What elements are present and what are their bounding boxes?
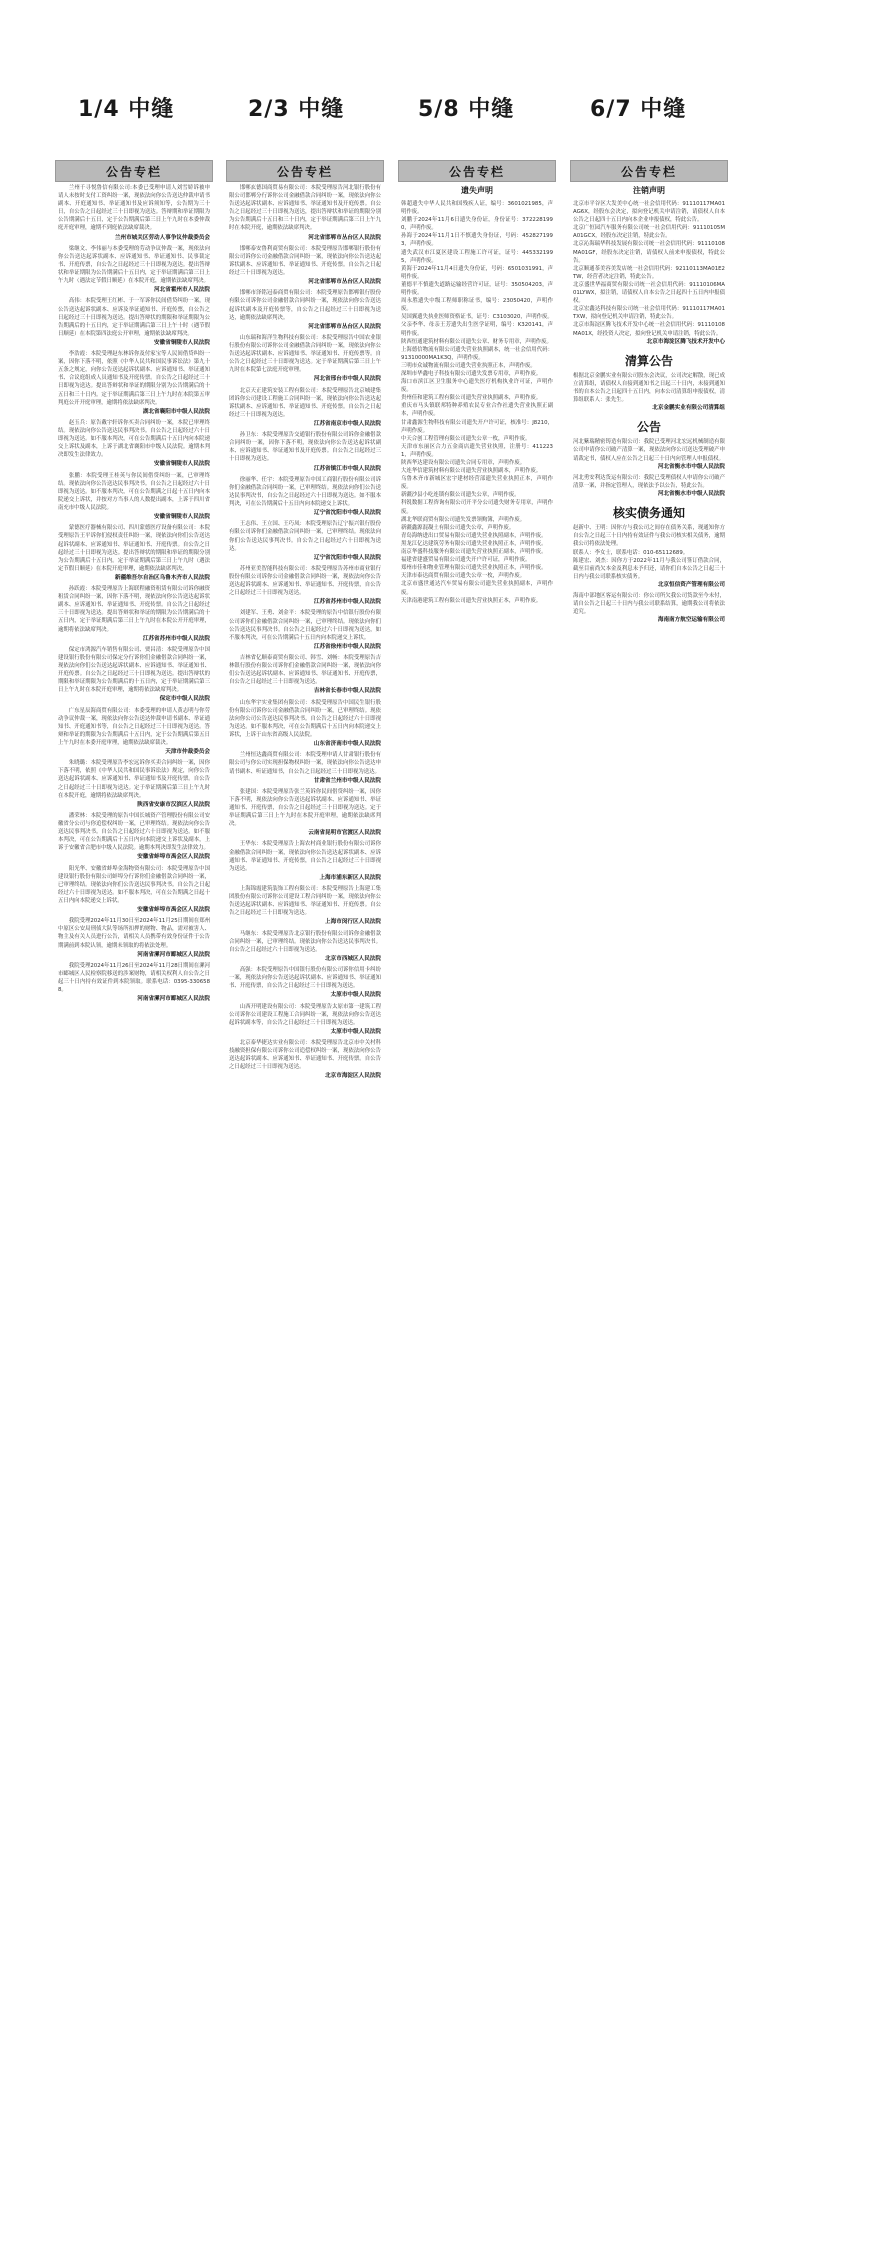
notice-paragraph: 蒙德医疗器械有限公司、四川蒙德医疗设备有限公司：本院受理原告王平诉你们侵权责任纠纷一案，现依法向你们公告送达起诉状副本、应诉通知书、举证通知书、开庭传票。自公告之日起经过三十日即视为送达。提出答辩状的期限和举证的期限分别为公告期满后十五日内。定于举证期满后第三日上午九时（遇法定节假日顺延）在本院开庭审理，逾期依法缺席判决。 <box>58 525 210 572</box>
notice-signature: 河北省邯郸市丛台区人民法院 <box>308 279 381 286</box>
notice-signature: 陕西省安康市汉滨区人民法院 <box>137 801 210 808</box>
notice-signature: 安徽省蚌埠市禹会区人民法院 <box>137 854 210 861</box>
notice-paragraph: 朱晓璐：本院受理原告李宏远诉你买卖合同纠纷一案，因你下落不明，依照《中华人民共和国民事诉讼法》规定，向你公告送达起诉状副本、应诉通知书、举证通知书及开庭传票。自公告之日起经过三十日即视为送达。定于举证期满后第三日上午九时在本院开庭，逾期将依法缺席判决。 <box>58 760 210 799</box>
notice-paragraph: 高伟：本院受理王红彬、于一军诉你民间借贷纠纷一案，现公告送达起诉状副本、应诉及举证通知书、开庭传票，自公告之日起经过三十日即视为送达。提出答辩状的期限和举证期限为公告期满后的十五日内，定于举证期满后第三日上午十时（遇节假日顺延）在本院第四法庭公开审理，逾期依法缺席判决。 <box>58 298 210 337</box>
notice-signature: 安徽省铜陵市人民法院 <box>154 461 210 468</box>
notice-signature: 山东省济南市中级人民法院 <box>313 741 381 748</box>
notice-entry: 北京盛世华福商贸有限公司统一社会信用代码：91110106MA01LYWX，拟注销，请债权人自本公告之日起四十五日内申报债权。 <box>573 281 725 305</box>
col-header-3: 5/8 中缝 <box>418 97 515 122</box>
col-header-4: 6/7 中缝 <box>590 97 687 122</box>
notice-signature: 河北省邯郸市丛台区人民法院 <box>308 323 381 330</box>
notice-entry: 青岛海纳进出口贸易有限公司遗失营业执照副本，声明作废。 <box>401 532 547 539</box>
column-banner: 公告专栏 <box>570 160 728 182</box>
notice-paragraph: 我院受理2024年11月26日至2024年11月28日期间在漯河市郾城区人民检察院移送的涉案财物，请相关权利人自公告之日起三十日内持有效证件到本院领取。联系电话：0395-3306588。 <box>58 962 210 994</box>
notice-entry: 甘肃鑫源生物科技有限公司遗失开户许可证，核准号：J8210，声明作废。 <box>401 419 553 434</box>
notice-entry: 吴国翼遗失执业医师资格证书，证号：C3103020，声明作废。 <box>401 314 553 321</box>
notice-entry: 上海德信物流有限公司遗失营业执照副本，统一社会信用代码：91310000MA1K3Q，声明作废。 <box>401 346 553 361</box>
notice-paragraph: 徐丽华、任宇：本院受理原告中国工商银行股份有限公司诉你们金融借款合同纠纷一案，已审理终结。现依法向你们公告送达民事判决书，自公告之日起经过六十日即视为送达。如不服本判决，可在公告期满后十五日内向本院递交上诉状。 <box>229 476 381 508</box>
notice-entry: 陈建宏、刘杰：因你方于2022年11月与我公司签订借款合同，截至目前尚欠本金及利息未予归还，请你们自本公告之日起三十日内与我公司联系核实债务。 <box>573 557 725 580</box>
notice-paragraph: 张建国：本院受理原告张兰英诉你民间借贷纠纷一案，因你下落不明，现依法向你公告送达起诉状副本、应诉通知书、举证通知书、开庭传票，自公告之日起经过三十日即视为送达。定于举证期满后第三日上午九时在本院开庭审理，逾期依法缺席判决。 <box>229 788 381 828</box>
notice-signature: 江苏省徐州市中级人民法院 <box>313 643 381 650</box>
notice-entry: 河北勇安利达货运有限公司：我院已受理债权人申请你公司破产清算一案，并指定管理人，现依法予以公告，特此公告。 <box>573 474 725 489</box>
notice-entry: 周永胜遗失中级工程师职称证书，编号：23050420，声明作废。 <box>401 298 553 313</box>
notice-entry: 贵州佳和建筑工程有限公司遗失营业执照副本，声明作废。 <box>401 395 542 402</box>
notice-signature: 江苏省镇江市中级人民法院 <box>313 465 381 472</box>
notice-entry: 海口市滨江区卫生服务中心遗失医疗机构执业许可证，声明作废。 <box>401 379 553 394</box>
notice-entry: 陕西恒通建筑材料有限公司遗失公章、财务专用章，声明作废。 <box>401 338 552 345</box>
notice-paragraph: 王志伟、王立国、王巧凤：本院受理原告辽宁振兴银行股份有限公司诉你们金融借款合同纠纷一案，已审理终结。现依法向你们公告送达民事判决书。自公告之日起经过六十日即视为送达。 <box>229 521 381 552</box>
notice-entry: 郑州市佳和物业管理有限公司遗失营业执照正本，声明作废。 <box>401 565 547 572</box>
notice-entry: 赵新中、王明：因你方与我公司之间存在债务关系，现通知你方自公告之日起三十日内持有效证件与我公司核实相关债务，逾期我公司将依法处理。 <box>573 525 725 548</box>
notice-heading: 公告 <box>636 420 661 435</box>
notice-entry: 北京市盛世通达汽车贸易有限公司遗失营业执照副本，声明作废。 <box>401 581 553 596</box>
notice-signature: 安徽省蚌埠市禹会区人民法院 <box>137 907 210 914</box>
notice-signature: 辽宁省沈阳市中级人民法院 <box>313 510 381 517</box>
col-header-2: 2/3 中缝 <box>248 97 345 122</box>
notice-entry: 重庆市马头镇联邦特种养殖农民专业合作社遗失营业执照正副本，声明作废。 <box>401 403 553 418</box>
notice-signature: 太原市中级人民法院 <box>330 1028 381 1035</box>
col-header-1: 1/4 中缝 <box>78 97 175 122</box>
notice-paragraph: 兰州恒达鑫商贸有限公司：本院受理申请人甘肃银行股份有限公司与你公司实现担保物权纠纷一案，现依法向你公告送达申请书副本、听证通知书，自公告之日起经过三十日即视为送达。 <box>229 752 381 775</box>
notice-signature: 新疆维吾尔自治区乌鲁木齐市人民法院 <box>114 574 210 581</box>
notice-heading: 核实债务通知 <box>612 506 685 521</box>
notice-signature: 甘肃省兰州市中级人民法院 <box>313 777 381 784</box>
notice-signature: 江苏省南京市中级人民法院 <box>313 420 381 427</box>
notice-signature: 海南南方航空运输有限公司 <box>657 617 725 624</box>
notice-paragraph: 刘建军、王勇、刘金平：本院受理的原告中信银行股份有限公司诉你们金融借款合同纠纷一案，已审理终结。现依法向你们公告送达民事判决书。自公告之日起经过六十日即视为送达，如不服本判决，可在公告期满后十五日内向本院递交上诉状。 <box>229 610 381 641</box>
notice-paragraph: 邯郸泰安鲁利商贸有限公司：本院受理原告邯郸银行股份有限公司诉你公司金融借款合同纠纷一案，现依法向你公告送达起诉状副本、应诉通知书、举证通知书、开庭传票。自公告之日起经过三十日即视为送达。 <box>229 245 381 277</box>
notice-paragraph: 山东华宇实业集团有限公司：本院受理原告中国民生银行股份有限公司诉你公司金融借款合同纠纷一案，已审理终结。现依法向你公司公告送达民事判决书。自公告之日起经过六十日即视为送达。如不服本判决，可在公告期满后十五日内向本院递交上诉状，上诉于山东省高级人民法院。 <box>229 699 381 739</box>
notice-paragraph: 保定市鸿源汽车销售有限公司、贾昌清：本院受理原告中国建设银行股份有限公司保定分行诉你们金融借款合同纠纷一案，现依法向你们公告送达起诉状副本、应诉通知书、举证通知书、开庭传票。自公告之日起经过三十日即视为送达。提出答辩状的期限和举证期限为公告期满后的十五日内，定于举证期满后第三日上午九时在本院开庭审理，逾期将依法缺席判决。 <box>58 646 210 694</box>
notice-entry: 联系人：李女士，联系电话：010-65112689。 <box>573 549 689 556</box>
column-body <box>570 198 728 630</box>
column-banner: 公告专栏 <box>226 160 384 182</box>
notice-signature: 河南省漯河市郾城区人民法院 <box>137 951 210 958</box>
notice-entry: 黑龙江亿达建筑劳务有限公司遗失营业执照正本，声明作废。 <box>401 540 547 547</box>
notice-signature: 河北省邢台市中级人民法院 <box>313 376 381 383</box>
notice-entry: 新疆沙县小吃连锁有限公司遗失公章，声明作废。 <box>401 492 520 499</box>
notice-paragraph: 梁继文、李伟丽与本委受理的劳动争议仲裁一案，现依法向你公告送达起诉状副本、应诉通知书、举证通知书、民事裁定书、开庭传票，自公告之日起经过三十日即视为送达。提出答辩状和举证期限为公告期满后十五日内，定于举证期满后第三日上午九时（遇法定节假日顺延）在本院开庭，逾期依法缺席判决。 <box>58 245 210 285</box>
notice-signature: 安徽省铜陵市人民法院 <box>154 514 210 521</box>
notice-paragraph: 张鹏：本院受理王桂英与你民间借贷纠纷一案，已审理终结。现依法向你公告送达民事判决书。自公告之日起经过六十日即视为送达。如不服本判决，可在公告期满之日起十五日内向本院递交上诉状，并按对方当事人的人数提出副本，上诉于四川省南充市中级人民法院。 <box>58 472 210 512</box>
notice-paragraph: 邯郸玄德国商贸易有限公司：本院受理原告河北银行股份有限公司邯郸分行诉你公司金融借款合同纠纷一案，现依法向你公告送达起诉状副本、应诉通知书、举证通知书及开庭传票。自公告之日起经过三十日即视为送达，提出答辩状和举证的期限分别为公告期满后十五日和三十日内，定于举证期满后第三日上午九时在本院开庭，逾期依法缺席判决。 <box>229 185 381 232</box>
notice-signature: 河北省衡水市中级人民法院 <box>657 491 725 498</box>
notice-entry: 北京宏鑫达科技有限公司统一社会信用代码：91110117MA01TXW，拟向登记机关申请注销，特此公告。 <box>573 306 725 321</box>
notice-entry: 北京广恒园汽车服务有限公司统一社会信用代码：91110105MA01GCX，经股东决定注销，特此公告。 <box>573 225 725 240</box>
notice-signature: 河南省漯河市郾城区人民法院 <box>137 996 210 1003</box>
notice-signature: 湖北省襄阳市中级人民法院 <box>142 408 210 415</box>
notice-signature: 兰州市城关区劳动人事争议仲裁委员会 <box>114 234 210 241</box>
notice-entry: 天津南港建筑工程有限公司遗失营业执照正本，声明作废。 <box>401 597 542 604</box>
notice-column-3 <box>398 160 556 2246</box>
notice-entry: 根据北京金鹏实业有限公司股东会决议，公司决定解散，现已成立清算组，请债权人自接到通知书之日起三十日内，未接到通知书的自本公告之日起四十五日内，向本公司清算组申报债权，清算组联系人：张先生。 <box>573 372 725 404</box>
notice-signature: 保定市中级人民法院 <box>159 696 210 703</box>
notice-paragraph: 北京天正建筑安装工程有限公司：本院受理原告北京城建集团诉你公司建设工程施工合同纠纷一案，现依法向你公告送达起诉状副本、应诉通知书、举证通知书、开庭传票。自公告之日起经过三十日即视为送达。 <box>229 387 381 418</box>
notice-paragraph: 苏州亚美智能科技有限公司：本院受理原告苏州市商业银行股份有限公司诉你公司金融借款合同纠纷一案，现依法向你公告送达起诉状副本、应诉通知书、举证通知书、开庭传票，自公告之日起经过三十日即视为送达。 <box>229 565 381 597</box>
notice-signature: 河北省邯郸市丛台区人民法院 <box>308 234 381 241</box>
notice-column-1 <box>55 160 213 2246</box>
notice-paragraph: 高强：本院受理原告中国银行股份有限公司诉你信用卡纠纷一案，现依法向你公告送达起诉状副本、应诉通知书、举证通知书、开庭传票，自公告之日起经过三十日即视为送达。 <box>229 967 381 990</box>
column-body <box>398 198 556 607</box>
notice-paragraph: 孙卫东：本院受理原告交通银行股份有限公司诉你金融借款合同纠纷一案，因你下落不明，现依法向你公告送达起诉状副本、应诉通知书、举证通知书及开庭传票。自公告之日起经过三十日即视为送达。 <box>229 432 381 463</box>
notice-paragraph: 北京泰华捷达实业有限公司：本院受理原告北京市中关村科技融资担保有限公司诉你公司追偿权纠纷一案，现依法向你公告送达起诉状副本、应诉通知书、举证通知书、开庭传票。自公告之日起经过三十日即视为送达。 <box>229 1040 381 1071</box>
notice-entry: 中天合创工程管理有限公司遗失公章一枚，声明作废。 <box>401 435 531 442</box>
notice-entry: 南京华盛科技服务有限公司遗失营业执照正副本，声明作废。 <box>401 549 547 556</box>
notice-paragraph: 赵玉兵：原告戴宇轩诉你买卖合同纠纷一案，本院已审理终结。现依法向你公告送达民事判决书。自公告之日起经过六十日即视为送达。如不服本判决，可在公告期满后十五日内向本院递交上诉状及副本，上诉于湖北省襄阳市中级人民法院。逾期本判决即发生法律效力。 <box>58 419 210 459</box>
notice-entry: 孙海于2024年11月1日不慎遗失身份证，号码：4528271993，声明作废。 <box>401 233 553 248</box>
notice-paragraph: 山西开明建设有限公司：本院受理原告太原市第一建筑工程公司诉你公司建设工程施工合同纠纷一案，现依法向你公告送达起诉状副本等，自公告之日起经过三十日即视为送达。 <box>229 1003 381 1026</box>
notice-signature: 北京市海淀区腾飞技术开发中心 <box>646 338 725 345</box>
notice-paragraph: 阳光华、安徽省蚌埠金海物资有限公司：本院受理原告中国建设银行股份有限公司蚌埠分行诉你们金融借款合同纠纷一案，已审理终结。现依法向你们公告送达民事判决书。自公告之日起经过六十日即视为送达。如不服本判决，可在公告期满之日起十五日内向本院递交上诉状。 <box>58 865 210 904</box>
notice-signature: 天津市仲裁委员会 <box>165 749 210 756</box>
column-subtitle: 遗失声明 <box>461 186 493 195</box>
notice-paragraph: 李浩霞：本院受理赵东林诉你及付家宝等人民间借贷纠纷一案，因你下落不明，依照《中华人民共和国民事诉讼法》第九十五条之规定，向你公告送达起诉状副本、应诉通知书、举证通知书、合议庭组成人员通知书及开庭传票。自公告之日起经过三十日即视为送达。提出答辩状和举证的期限分别为公告期满后的十五日和三十日内。定于举证期满后第三日上午九时在本院第五审判庭公开开庭审理，逾期将依法缺席判决。 <box>58 351 210 406</box>
notice-entry: 北京顺通茶美容美发店统一社会信用代码：92110113MA01E2TW，经营者决定注销，特此公告。 <box>573 265 725 280</box>
notice-column-4 <box>570 160 728 2246</box>
notice-entry: 新疆鑫源混凝土有限公司遗失公章，声明作废。 <box>401 524 515 531</box>
notice-paragraph: 山东瑞和海洋生物科技有限公司：本院受理原告中国农业银行股份有限公司诉你公司金融借款合同纠纷一案，现依法向你公告送达起诉状副本、应诉通知书、举证通知书、开庭传票等。自公告之日起经过三十日即视为送达。定于举证期满后第三日上午九时在本院第七法庭开庭审理。 <box>229 334 381 374</box>
notice-entry: 陕西华达建设有限公司遗失合同专用章，声明作废。 <box>401 460 525 466</box>
notice-signature: 吉林省长春市中级人民法院 <box>313 688 381 695</box>
notice-entry: 大连华信建筑材料有限公司遗失营业执照副本，声明作废。 <box>401 468 542 475</box>
notice-paragraph: 兰州千寻悦鲁信有限公司:本委已受理申请人刘雪娇诉被申请人未按时支付工资纠纷一案，现依法向你公告送达仲裁申请书副本、开庭通知书、举证通知书及应诉须知等，公告期为三十日，自公告之日起经过三十日即视为送达。答辩期和举证期限为公告期满后十五日，定于公告期满后第三日上午九时在本委仲裁庭开庭审理，逾期不到庭依法缺席裁决。 <box>58 185 210 232</box>
notice-paragraph: 吉林省亿顺泰商贸有限公司、韩雪、刘畅：本院受理原告吉林银行股份有限公司诉你们金融借款合同纠纷一案，现依法向你们公告送达起诉状副本、应诉通知书、举证通知书、开庭传票，自公告之日起经过三十日即视为送达。 <box>229 655 381 686</box>
notice-entry: 黄海于2024年11月4日遗失身份证，号码：6501031991，声明作废。 <box>401 265 553 280</box>
column-banner: 公告专栏 <box>398 160 556 182</box>
notice-entry: 父亲李华、母亲王芳遗失出生医学证明，编号：K320141，声明作废。 <box>401 322 553 337</box>
notice-paragraph: 广东星辰海商贸有限公司：本委受理的申请人黄志明与你劳动争议仲裁一案，现依法向你公告送达仲裁申请书副本、举证通知书、开庭通知书等，自公告之日起经过三十日即视为送达。答辩和举证的期限为公告期满后十五日内，定于公告期满后第五日上午九时在本委开庭审理，逾期依法缺席裁决。 <box>58 707 210 746</box>
notice-signature: 北京恒信资产管理有限公司 <box>657 581 725 588</box>
notice-entry: 深圳市华鑫电子科技有限公司遗失发票专用章，声明作废。 <box>401 370 542 377</box>
notice-paragraph: 孙跃霞：本院受理原告上海联程融资租赁有限公司诉你融资租赁合同纠纷一案，因你下落不明，现依法向你公告送达起诉状副本、应诉通知书、举证通知书、开庭传票。自公告之日起经过三十日即视为送达。提出答辩状和举证的期限为公告期满后的十五日内，定于举证期满后第三日上午九时在本院公开开庭审理，逾期将依法缺席判决。 <box>58 586 210 633</box>
notice-entry: 乌鲁木齐市新城区宏宇建材经营部遗失营业执照正本，声明作废。 <box>401 476 553 491</box>
notice-entry: 三明市众诚物流有限公司遗失营业执照正本，声明作废。 <box>401 362 536 369</box>
notice-paragraph: 马继东：本院受理原告北京银行股份有限公司诉你金融借款合同纠纷一案，已审理终结。现依法向你公告送达民事判决书。自公告之日起经过六十日即视为送达。 <box>229 930 381 953</box>
notice-entry: 北京市海淀区腾飞技术开发中心统一社会信用代码：91110108MA01X，经投资人决定，拟向登记机关申请注销，特此公告。 <box>573 322 725 337</box>
notice-entry: 科锐数据工程咨询有限公司开平分公司遗失财务专用章，声明作废。 <box>401 500 553 515</box>
notice-entry: 遗失武汉市江夏区建设工程施工许可证，证号：4453321995，声明作废。 <box>401 249 553 264</box>
notice-paragraph: 王华东：本院受理原告上海农村商业银行股份有限公司诉你金融借款合同纠纷一案，现依法向你公告送达起诉状副本、应诉通知书、举证通知书、开庭传票，自公告之日起经过三十日即视为送达。 <box>229 841 381 872</box>
notice-entry: 湖北华联商贸有限公司遗失发票领购簿，声明作废。 <box>401 516 525 523</box>
notice-entry: 北京市平谷区大发美中心统一社会信用代码：91110117MA01AG6X，经股东会决定，拟向登记机关申请注销，请债权人自本公告之日起四十五日内向本企业申报债权，特此公告。 <box>573 201 725 224</box>
column-body <box>226 182 384 1086</box>
notice-heading: 清算公告 <box>624 353 673 368</box>
notice-paragraph: 上海锦霞建筑装饰工程有限公司：本院受理原告上海建工集团股份有限公司诉你公司建设工程合同纠纷一案，现依法向你公告送达起诉状副本、应诉通知书、举证通知书、开庭传票。自公告之日起经过三十日即视为送达。 <box>229 886 381 917</box>
notice-signature: 北京市海淀区人民法院 <box>325 1073 381 1080</box>
notice-paragraph: 潘荣林：本院受理的原告中国长城资产管理股份有限公司安徽省分公司与你追偿权纠纷一案，已审理终结。现依法向你公告送达民事判决书。自公告之日起经过六十日即视为送达。如不服本判决，可在公告期满后十五日内向本院递交上诉状及副本，上诉于安徽省合肥市中级人民法院。逾期本判决即发生法律效力。 <box>58 812 210 852</box>
notice-entry: 天津市泰达商贸有限公司遗失公章一枚，声明作废。 <box>401 573 525 580</box>
notice-paragraph: 邯郸市泽铭冠泰商贸有限公司：本院受理原告邯郸银行股份有限公司诉你公司金融借款合同纠纷一案，现依法向你公告送达起诉状副本及开庭传票等，自公告之日起经过三十日即视为送达，逾期依法缺席判决。 <box>229 290 381 321</box>
notice-entry: 天津市东丽区合力五金商店遗失营业执照，注册号：4112231，声明作废。 <box>401 443 553 458</box>
column-banner: 公告专栏 <box>55 160 213 182</box>
notice-entry: 北京沁海瑞华科技发展有限公司统一社会信用代码：91110108MA01GF，经股东决定注销，请债权人前来申报债权，特此公告。 <box>573 241 725 264</box>
notice-signature: 辽宁省沈阳市中级人民法院 <box>313 554 381 561</box>
notice-signature: 安徽省铜陵市人民法院 <box>154 339 210 346</box>
notice-column-2 <box>226 160 384 2246</box>
notice-entry: 海南中部地区客运有限公司：你公司所欠我公司货款至今未付，请自公告之日起三十日内与我公司联系结算，逾期我公司将依法追究。 <box>573 593 725 616</box>
column-body <box>55 182 213 1008</box>
notice-signature: 北京金鹏实业有限公司清算组 <box>652 405 725 412</box>
notice-entry: 董德平不慎遗失道路运输经营许可证，证号：350504203，声明作废。 <box>401 281 553 297</box>
notice-signature: 云南省昆明市官渡区人民法院 <box>308 830 381 837</box>
notice-entry: 福建省建盛贸易有限公司遗失开户许可证，声明作废。 <box>401 557 531 564</box>
notice-signature: 太原市中级人民法院 <box>330 992 381 999</box>
notice-signature: 上海市浦东新区人民法院 <box>319 874 381 881</box>
notice-entry: 河北紫瑞精密铸造有限公司：我院已受理河北宏远机械制造有限公司申请你公司破产清算一案，现依法向你公司送达受理破产申请裁定书，债权人应在公告之日起三十日内向管理人申报债权。 <box>573 439 725 462</box>
notice-signature: 上海市闵行区人民法院 <box>325 919 381 926</box>
notice-paragraph: 我院受理2024年11月30日至2024年11月25日期间在郑州中原区公安局刑侦大队等场所扣押的财物、物品，需对被害人、物主及有关人员进行公告，请相关人员携带有效身份证件于公告期满前到本院认领，逾期未领取的将依法处理。 <box>58 918 210 949</box>
notice-signature: 河北省衡水市中级人民法院 <box>657 463 725 470</box>
notice-signature: 河北省霍州市人民法院 <box>154 287 210 294</box>
notice-entry: 韩超遗失中华人民共和国残疾人证，编号：3601021985，声明作废。 <box>401 201 553 216</box>
notice-signature: 江苏省苏州市中级人民法院 <box>313 599 381 606</box>
notice-entry: 刘鹏于2024年11月6日遗失身份证，身份证号：3722281990，声明作废。 <box>401 217 553 232</box>
column-subtitle: 注销声明 <box>633 186 665 195</box>
notice-signature: 北京市西城区人民法院 <box>325 955 381 962</box>
notice-signature: 江苏省苏州市中级人民法院 <box>142 635 210 642</box>
